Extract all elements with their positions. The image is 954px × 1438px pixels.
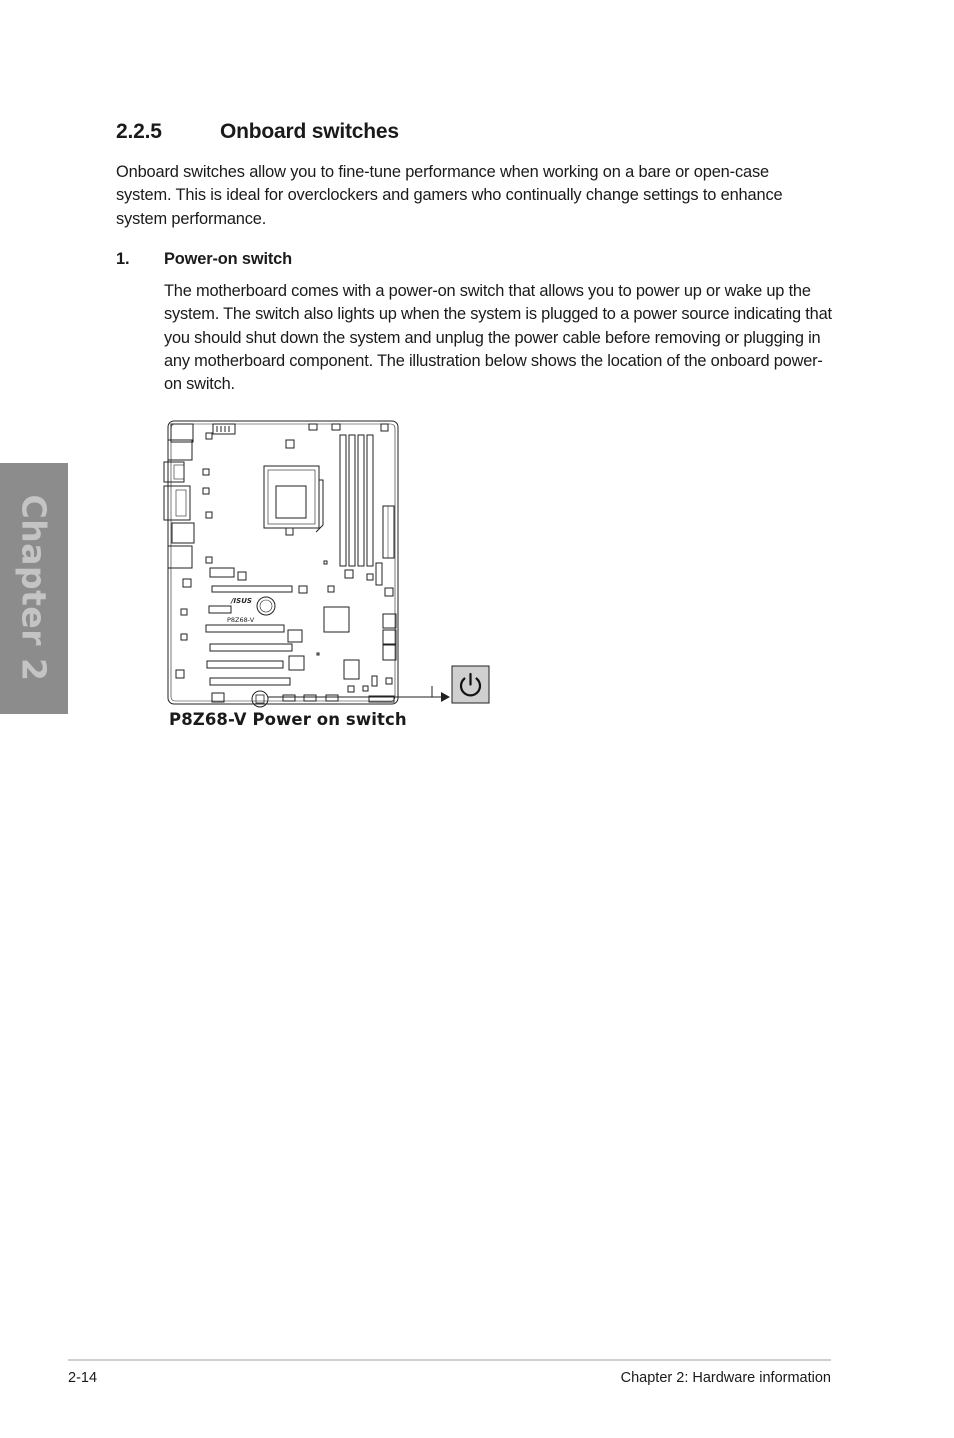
sata-connector [383, 645, 396, 660]
cpu-socket-core [276, 486, 306, 518]
bottom-header [283, 695, 295, 701]
atx-power-connector [383, 506, 394, 558]
fan-header [213, 424, 235, 434]
pcie-slot [212, 586, 292, 592]
item-title: Power-on switch [164, 250, 292, 268]
pci-slot [210, 678, 290, 685]
board-model-label: P8Z68-V [227, 616, 255, 624]
section-number: 2.2.5 [116, 120, 162, 143]
arrow-head [441, 692, 450, 702]
asus-logo: /ISUS [231, 597, 252, 605]
rear-io-connector [168, 440, 192, 460]
rear-io-connector [171, 424, 193, 442]
dimm-slot [349, 435, 355, 566]
power-switch-location [252, 691, 268, 707]
footer-divider [68, 1359, 831, 1361]
bottom-header [326, 695, 338, 701]
rear-io-connector [172, 523, 194, 543]
intro-paragraph: Onboard switches allow you to fine-tune performance when working on a bare or open-case system. This is ideal for overclockers and gamers who continually change settings to enhance system performance. [116, 163, 783, 228]
item-number: 1. [116, 250, 130, 268]
page-number: 2-14 [68, 1370, 98, 1386]
dimm-slot [367, 435, 373, 566]
dimm-slot [358, 435, 364, 566]
item-description: The motherboard comes with a power-on switch that allows you to power up or wake up the system. The switch also lights up when the system is plugged to a power source indicating that you should shut down the system and unplug the power cable before removing or plugging in any motherboard component. The illustration below shows the location of the onboard power-on switch. [164, 282, 832, 394]
rear-io-connector [168, 546, 192, 568]
footer-chapter-label: Chapter 2: Hardware information [620, 1370, 831, 1386]
pci-slot [207, 661, 283, 668]
bottom-header [212, 693, 224, 702]
section-title: Onboard switches [220, 120, 399, 143]
chapter-tab-label: Chapter 2 [14, 494, 54, 682]
figure-caption: P8Z68-V Power on switch [169, 710, 407, 729]
sata-connector [383, 614, 396, 628]
cpu-socket [264, 466, 319, 528]
dimm-slot [340, 435, 346, 566]
pcie-slot [210, 644, 292, 651]
bottom-header [304, 695, 316, 701]
pcie-slot [206, 625, 284, 632]
sata-connector [383, 630, 396, 644]
chipset [324, 607, 349, 632]
